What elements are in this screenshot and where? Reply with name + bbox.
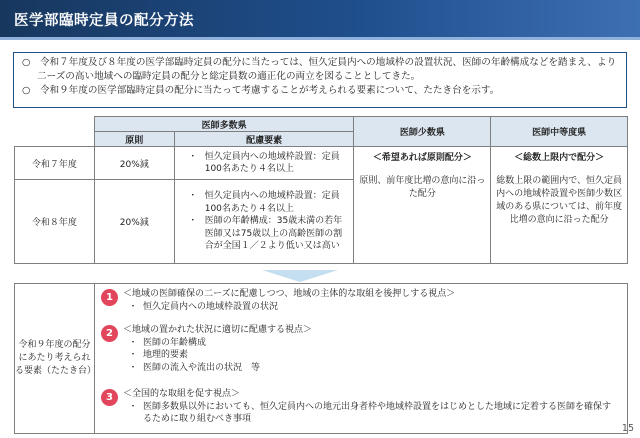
down-arrow-icon bbox=[262, 270, 338, 282]
row-label-r8: 令和８年度 bbox=[15, 180, 95, 264]
element-2-sub-2: 地理的要素 bbox=[143, 350, 189, 360]
header-gensoku: 原則 bbox=[94, 132, 174, 147]
r9-elements-content bbox=[95, 284, 627, 433]
r9-elements-box bbox=[14, 283, 628, 434]
bullet: ・ bbox=[128, 362, 138, 373]
element-2-sub-1: 医師の年齢構成 bbox=[143, 337, 207, 348]
element-3-sub-1: 医師多数県以外においても、恒久定員内への地元出身者枠や地域枠設置をはじめとした地域に定着する医師を確保するために取り組むべき事項 bbox=[143, 401, 612, 424]
row-label-r7: 令和７年度 bbox=[15, 147, 95, 180]
gensoku-r7: 20%減 bbox=[94, 147, 174, 180]
chutou-head: ＜総数上限内で配分＞ bbox=[514, 153, 605, 163]
header-ishi-tasuu: 医師多数県 bbox=[94, 117, 354, 132]
element-3-heading: ＜全国的な取組を促す視点＞ bbox=[123, 389, 241, 399]
bullet: ・ bbox=[128, 350, 138, 360]
r9-elements-label: 令和９年度の配分にあたり考えられる要素（たたき台） bbox=[15, 284, 95, 433]
gensoku-r8: 20%減 bbox=[94, 180, 174, 264]
bullet: ・ bbox=[128, 337, 138, 348]
page-number: 15 bbox=[621, 423, 634, 434]
shosu-body: 原則、前年度比増の意向に沿った配分 bbox=[359, 176, 486, 199]
allocation-rules-table bbox=[14, 116, 628, 264]
number-badge-3: 3 bbox=[101, 389, 118, 406]
intro-box bbox=[13, 52, 627, 108]
element-2-heading: ＜地域の置かれた状況に適切に配慮する視点＞ bbox=[123, 325, 313, 335]
shosu-head: ＜希望あれば原則配分＞ bbox=[372, 153, 472, 163]
bullet: ・ bbox=[128, 401, 138, 412]
intro-paragraph-2: ○ 令和９年度の医学部臨時定員の配分に当たって考慮することが考えられる要素について、たたき台を示す。 bbox=[22, 85, 500, 96]
page-title: 医学部臨時定員の配分方法 bbox=[14, 13, 194, 29]
intro-paragraph-1: ○ 令和７年度及び８年度の医学部臨時定員の配分に当たっては、恒久定員内への地域枠の設置状況、医師の年齢構成などを踏まえ、より二ーズの高い地域への臨時定員の配分と総定員数の適正化の両立を図ることとしてきた。 bbox=[22, 57, 617, 82]
header-hairyo-youso: 配慮要素 bbox=[174, 132, 354, 147]
element-2-sub-3: 医師の流入や流出の状況 等 bbox=[143, 362, 261, 373]
bullet: ・ bbox=[188, 151, 198, 162]
chutou-body: 総数上限の範囲内で、恒久定員内への地域枠設置や医師少数区域のある県については、前年度比増の意向に沿った配分 bbox=[496, 176, 623, 225]
header-ishi-shosu: 医師少数県 bbox=[354, 117, 491, 147]
hairyo-r8 bbox=[174, 180, 354, 264]
element-1-sub-1: 恒久定員内への地域枠設置の状況 bbox=[143, 301, 279, 312]
number-badge-1: 1 bbox=[101, 289, 118, 306]
table-corner-cell bbox=[15, 117, 95, 147]
hairyo-r8-text-2: 医師の年齢構成：35歳未満の若年医師又は75歳以上の高齢医師の割合が全国１／２より低い又は高い bbox=[204, 216, 343, 252]
title-bar bbox=[0, 0, 640, 40]
hairyo-r7 bbox=[174, 147, 354, 180]
title-accent-line bbox=[0, 37, 640, 40]
bullet: ・ bbox=[128, 301, 138, 312]
hairyo-r7-text: 恒久定員内への地域枠設置：定員100名あたり４名以上 bbox=[204, 151, 340, 174]
bullet: ・ bbox=[188, 216, 198, 227]
shosu-cell bbox=[354, 147, 491, 264]
element-1-heading: ＜地域の医師確保の二ーズに配慮しつつ、地域の主体的な取組を後押しする視点＞ bbox=[123, 289, 456, 299]
bullet: ・ bbox=[188, 191, 198, 202]
header-ishi-chutou: 医師中等度県 bbox=[491, 117, 628, 147]
chutou-cell bbox=[491, 147, 628, 264]
hairyo-r8-text-1: 恒久定員内への地域枠設置：定員100名あたり４名以上 bbox=[204, 191, 340, 214]
number-badge-2: 2 bbox=[101, 325, 118, 342]
